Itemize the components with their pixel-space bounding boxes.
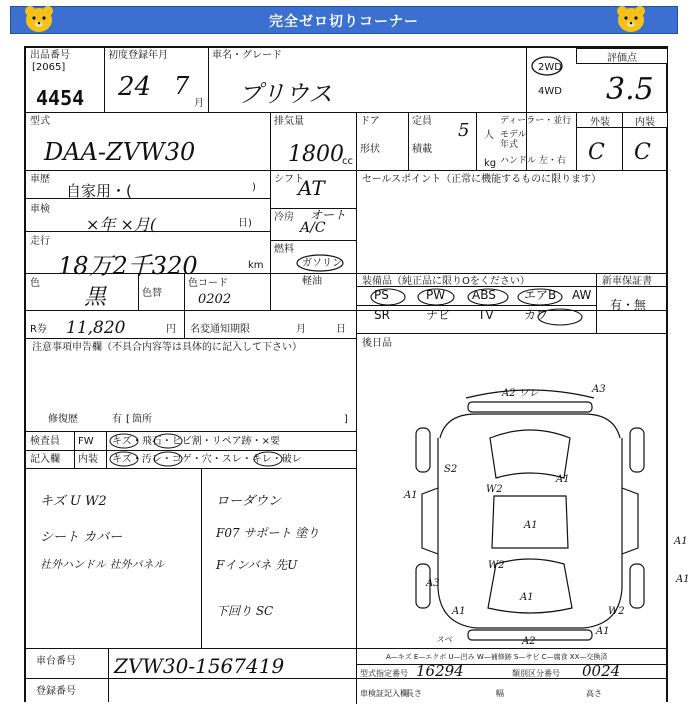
inspector-items: キズ・飛石・ヒビ割・リペア跡・×要 <box>112 436 280 447</box>
name-change-day: 日 <box>336 324 346 335</box>
color-code-label: 色コード <box>188 278 228 289</box>
first-reg-label: 初度登録年月 <box>108 50 168 61</box>
ac-value: A/C <box>300 220 326 236</box>
load-label: 積載 <box>412 144 432 155</box>
diagram-mark-a3: A3 <box>592 384 606 395</box>
circle-mark-icon <box>294 246 346 272</box>
dealer-label: ディーラー・並行 <box>500 116 572 126</box>
equip-leather: カワ <box>524 308 549 322</box>
equip-pw: PW <box>426 288 446 302</box>
car-damage-diagram <box>396 378 690 647</box>
equip-airbag: エアB <box>524 288 557 302</box>
diagram-mark-a1-rear: A1 <box>520 592 534 603</box>
diagram-mark-a1-rear-left: A1 <box>452 606 466 617</box>
repair-bracket-close: ] <box>344 414 348 425</box>
usage-label: 車歴 <box>30 174 50 185</box>
diagram-mark-a2-crack: A2 ワレ <box>502 388 539 399</box>
remark-right-1: ローダウン <box>216 494 282 509</box>
bear-mascot-icon <box>22 4 56 34</box>
diagram-mark-a1-rear-right: A1 <box>596 626 610 637</box>
class-value: 0024 <box>582 662 621 680</box>
diagram-mark-w2-mid: W2 <box>488 560 505 571</box>
sales-point-label: セールスポイント（正常に機能するものに限ります） <box>362 174 602 185</box>
remarks-label: 後日品 <box>362 338 392 349</box>
recycle-unit: 円 <box>166 324 176 335</box>
new-warranty-label: 新車保証書 <box>602 276 652 287</box>
remark-left-2: シート カバー <box>40 530 123 545</box>
repair-bracket-open: [ <box>126 414 130 425</box>
repair-label: 修復歴 <box>48 414 78 425</box>
usage-close: ) <box>252 182 256 193</box>
dims-width: 幅 <box>496 689 504 698</box>
damage-legend: A—キズ E—エクボ U—凹み W—補修跡 S—サビ C—腐食 XX—交換済 <box>386 653 608 661</box>
diagram-mark-a1-right2: A1 <box>676 574 690 585</box>
diagram-mark-w2-rear: W2 <box>608 606 625 617</box>
rating-label: 評価点 <box>576 48 668 64</box>
notes-label: 注意事項申告欄（不具合内容等は具体的に記入して下さい） <box>32 342 302 353</box>
paint-label: 色替 <box>142 288 162 299</box>
fuel-opt1: ガソリン <box>302 258 342 269</box>
inspector-circles <box>106 431 356 468</box>
remark-left-3: 社外ハンドル 社外パネル <box>40 558 165 571</box>
record-items: キズ・汚レ・コゲ・穴・スレ・キレ・破レ <box>112 454 302 465</box>
diagram-mark-a1-left: A1 <box>404 490 418 501</box>
load-unit: kg <box>484 158 497 169</box>
diagram-mark-sube: スベ <box>436 635 452 644</box>
fuel-label: 燃料 <box>274 244 294 255</box>
usage-value: 自家用・( <box>66 182 132 200</box>
ac-opt: オート <box>310 208 347 222</box>
banner-title: 完全ゼロ切りコーナー <box>269 14 419 30</box>
car-name-label: 車名・グレード <box>212 50 282 61</box>
drive-2wd: 2WD <box>538 62 562 73</box>
diagram-mark-a2-rear: A2 <box>522 636 536 647</box>
fuel-opt2: 軽油 <box>302 276 322 287</box>
model-value: DAA-ZVW30 <box>44 138 196 166</box>
first-reg-month: 7 <box>174 72 190 100</box>
displacement-value: 1800 <box>288 142 344 167</box>
remark-left-1: キズ U W2 <box>40 494 107 509</box>
chassis-label: 車台番号 <box>36 656 76 667</box>
type-cert-value: 16294 <box>416 662 464 680</box>
handle-label: ハンドル 左・右 <box>500 156 566 166</box>
first-reg-month-unit: 月 <box>194 98 204 109</box>
mileage-unit: km <box>248 260 264 271</box>
shape-label: 形状 <box>360 144 380 155</box>
color-code: 0202 <box>198 292 232 307</box>
remark-right-3: Fインバネ 先U <box>216 558 298 572</box>
reg-no-label: 登録番号 <box>36 686 76 697</box>
interior-label: 内装 <box>622 112 668 128</box>
equip-aw: AW <box>572 288 592 302</box>
repair-place: 箇所 <box>132 414 152 425</box>
displacement-unit: cc <box>342 156 353 167</box>
equip-sr: SR <box>374 308 390 322</box>
recycle-label: R券 <box>30 324 47 335</box>
inspector-label: 検査員 <box>30 436 60 447</box>
mileage-value: 18万2千320 <box>58 252 198 280</box>
record-code: 内装 <box>78 454 98 465</box>
record-label: 記入欄 <box>30 454 60 465</box>
rating-value: 3.5 <box>606 72 654 107</box>
header-banner <box>10 6 678 34</box>
dims-label: 車検証記入欄 <box>360 689 408 698</box>
dims-length: 長さ <box>406 689 422 698</box>
capacity-value: 5 <box>458 120 470 141</box>
diagram-mark-a1-right: A1 <box>674 536 688 547</box>
name-change-label: 名変通知期限 <box>190 324 250 335</box>
mileage-label: 走行 <box>30 236 50 247</box>
interior-value: C <box>634 140 651 165</box>
diagram-mark-a1: A1 <box>556 474 570 485</box>
dims-height: 高さ <box>586 689 602 698</box>
class-label: 類別区分番号 <box>512 669 560 678</box>
lot-number: 4454 <box>36 86 85 110</box>
equip-tv: TV <box>478 308 494 322</box>
inspection-label: 車検 <box>30 204 50 215</box>
new-warranty-value: 有・無 <box>610 298 647 312</box>
ac-label: 冷房 <box>274 212 294 223</box>
diagram-mark-w2: W2 <box>486 484 503 495</box>
circle-mark-icon <box>530 52 564 76</box>
shift-label: シフト <box>274 174 304 185</box>
bear-mascot-icon <box>614 4 648 34</box>
recycle-value: 11,820 <box>66 318 126 338</box>
shift-value: AT <box>298 176 325 200</box>
doors-label: ドア <box>360 116 380 127</box>
chassis-value: ZVW30-1567419 <box>114 654 285 678</box>
inspection-value: ×年 ×月( <box>86 215 157 234</box>
diagram-mark-s2: S2 <box>444 464 458 475</box>
diagram-mark-a3-left: A3 <box>426 578 440 589</box>
remark-right-2: F07 サポート 塗り <box>216 526 320 540</box>
model-label: 型式 <box>30 116 50 127</box>
exterior-value: C <box>588 140 605 165</box>
lot-sub: [2065] <box>32 62 66 73</box>
repair-value: 有 <box>112 414 122 425</box>
capacity-label: 定員 <box>412 116 432 127</box>
lot-label: 出品番号 <box>30 50 70 61</box>
inspection-day: 日) <box>238 218 252 229</box>
equipment-label: 装備品（純正品に限りOをください） <box>362 276 530 287</box>
model-year-label2: 年式 <box>500 140 519 150</box>
color-value: 黒 <box>84 285 107 310</box>
exterior-label: 外装 <box>576 112 624 128</box>
capacity-unit: 人 <box>484 130 494 141</box>
first-reg-year: 24 <box>118 72 152 102</box>
equipment-circles <box>364 286 604 326</box>
color-label: 色 <box>30 278 40 289</box>
drive-4wd: 4WD <box>538 86 562 97</box>
diagram-mark-a1-center: A1 <box>524 520 538 531</box>
equip-navi: ナビ <box>426 308 451 322</box>
auction-sheet <box>24 46 690 702</box>
displacement-label: 排気量 <box>274 116 304 127</box>
equip-abs: ABS <box>472 288 496 302</box>
car-name-value: プリウス <box>238 80 333 108</box>
name-change-month: 月 <box>296 324 306 335</box>
type-cert-label: 型式指定番号 <box>360 669 408 678</box>
equip-ps: PS <box>374 288 389 302</box>
model-year-label1: モデル <box>500 130 527 140</box>
inspector-code: FW <box>78 436 94 447</box>
remark-right-4: 下回り SC <box>216 604 274 618</box>
